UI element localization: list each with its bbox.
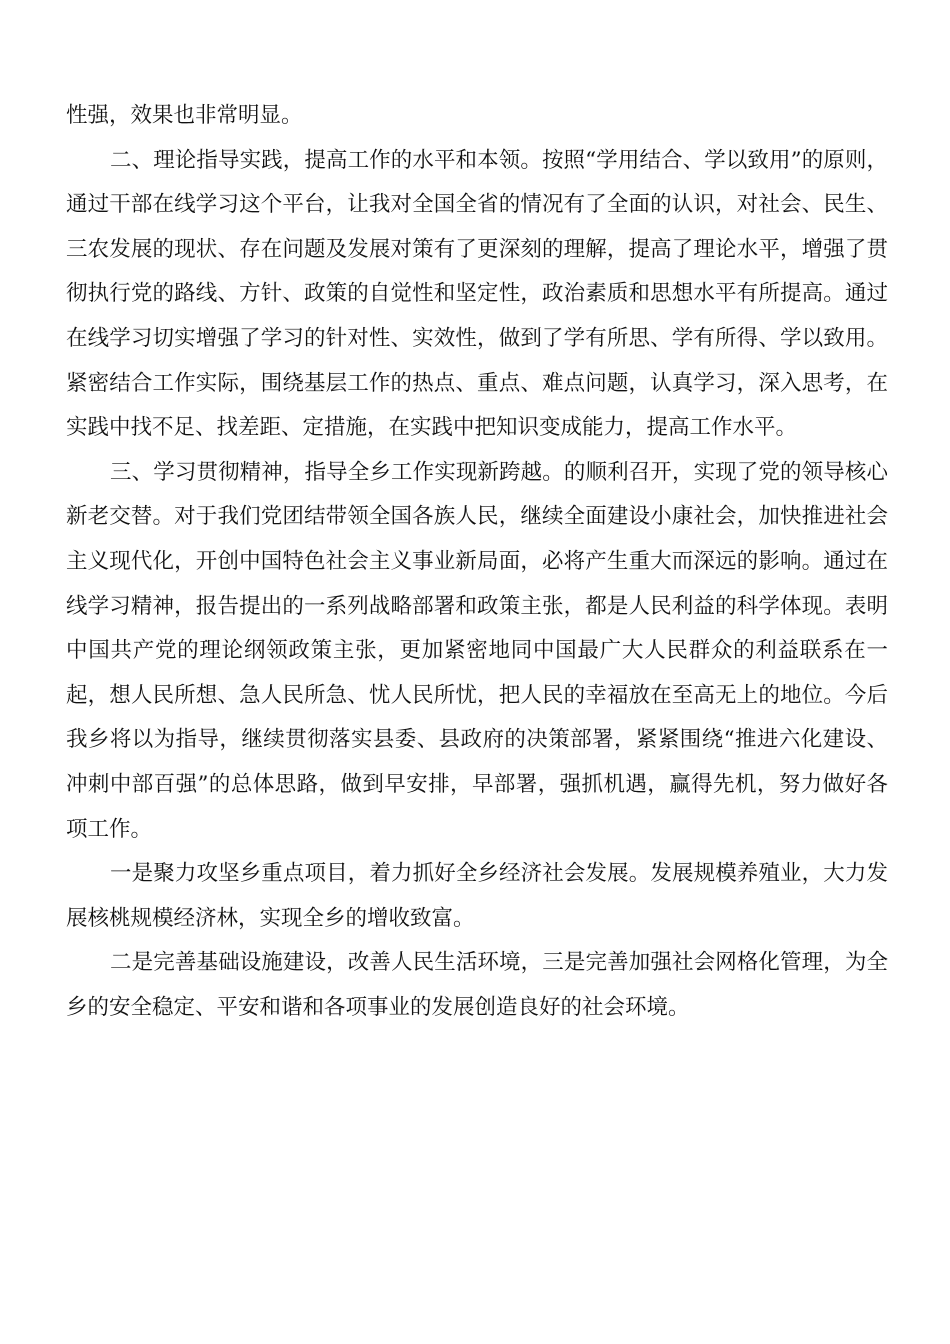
document-body: [66, 94, 888, 1030]
paragraph-point-two: 二是完善基础设施建设，改善人民生活环境，三是完善加强社会网格化管理，为全乡的安全稳定、平安和谐和各项事业的发展创造良好的社会环境。: [66, 950, 888, 1020]
paragraph-section-three: 三、学习贯彻精神，指导全乡工作实现新跨越。的顺利召开，实现了党的领导核心新老交替。对于我们党团结带领全国各族人民，继续全面建设小康社会，加快推进社会主义现代化，开创中国特色社会主义事业新局面，必将产生重大而深远的影响。通过在线学习精神，报告提出的一系列战略部署和政策主张，都是人民利益的科学体现。表明中国共产党的理论纲领政策主张，更加紧密地同中国最广大人民群众的利益联系在一起，想人民所想、急人民所急、忧人民所忧，把人民的幸福放在至高无上的地位。今后我乡将以为指导，继续贯彻落实县委、县政府的决策部署，紧紧围绕“推进六化建设、冲刺中部百强”的总体思路，做到早安排，早部署，强抓机遇，赢得先机，努力做好各项工作。: [66, 459, 888, 842]
paragraph-section-two: 二、理论指导实践，提高工作的水平和本领。按照“学用结合、学以致用”的原则，通过干部在线学习这个平台，让我对全国全省的情况有了全面的认识，对社会、民生、三农发展的现状、存在问题及发展对策有了更深刻的理解，提高了理论水平，增强了贯彻执行党的路线、方针、政策的自觉性和坚定性，政治素质和思想水平有所提高。通过在线学习切实增强了学习的针对性、实效性，做到了学有所思、学有所得、学以致用。紧密结合工作实际，围绕基层工作的热点、重点、难点问题，认真学习，深入思考，在实践中找不足、找差距、定措施，在实践中把知识变成能力，提高工作水平。: [66, 147, 888, 441]
paragraph-continuation: 性强，效果也非常明显。: [66, 103, 303, 128]
paragraph-point-one: 一是聚力攻坚乡重点项目，着力抓好全乡经济社会发展。发展规模养殖业，大力发展核桃规模经济林，实现全乡的增收致富。: [66, 861, 888, 931]
